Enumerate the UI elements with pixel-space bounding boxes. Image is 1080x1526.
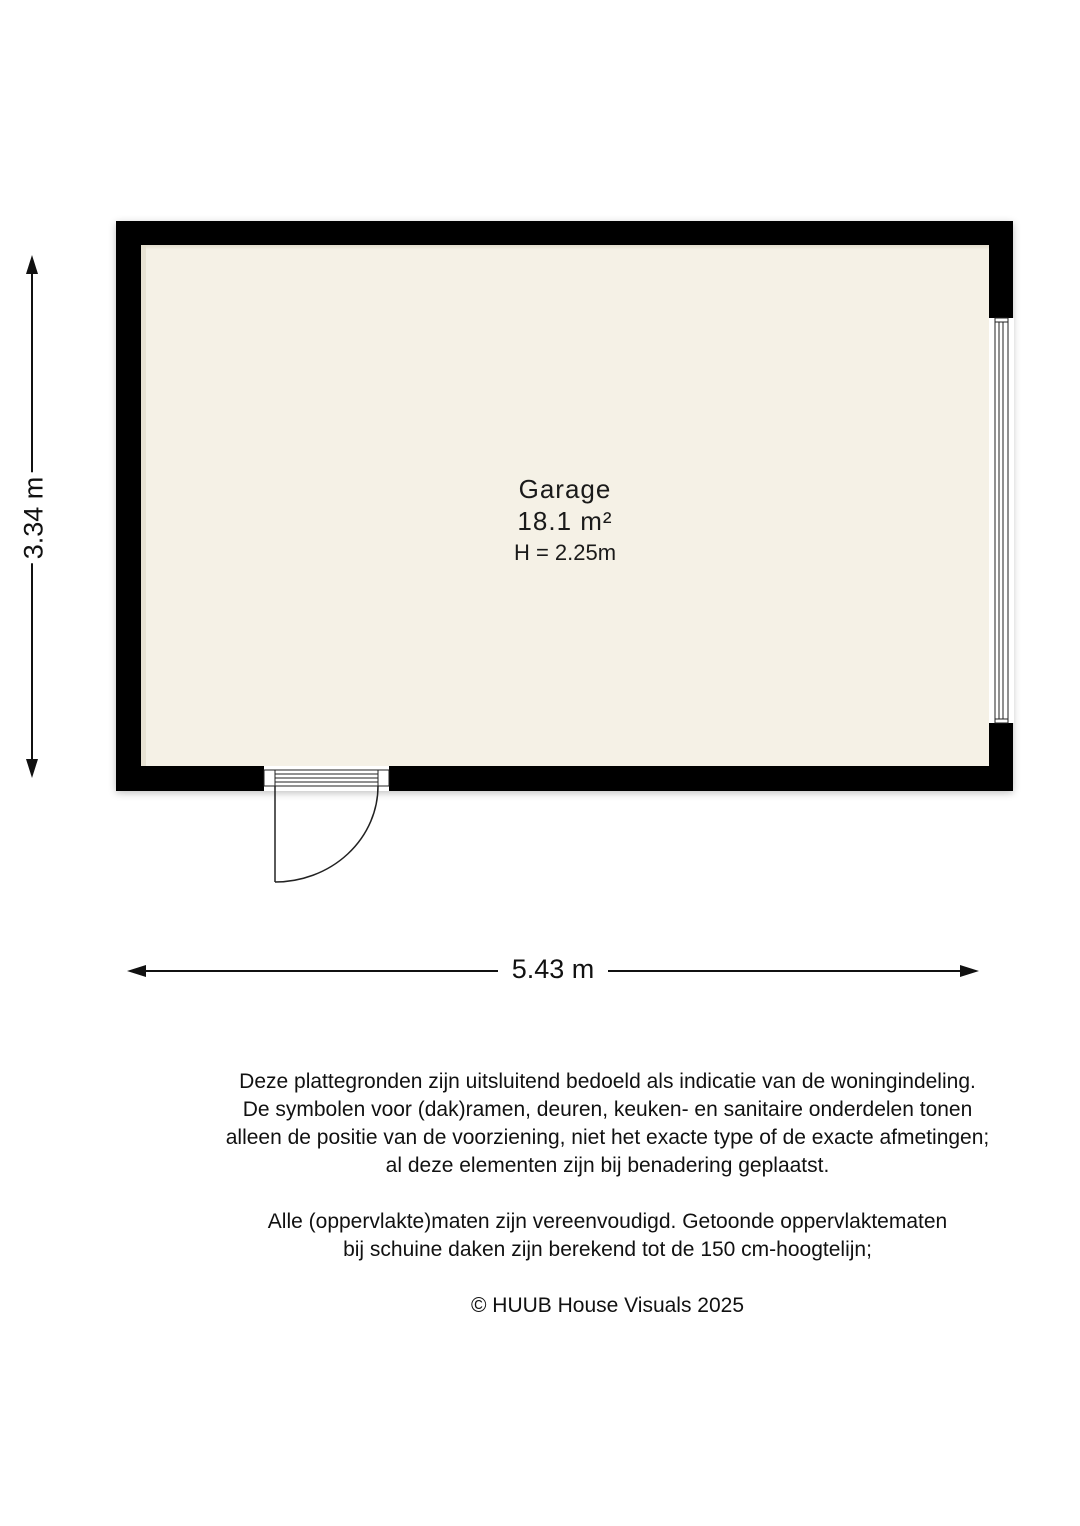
arrow-left-icon xyxy=(127,965,146,977)
window-icon xyxy=(989,318,1014,723)
disclaimer-line: Alle (oppervlakte)maten zijn vereenvoudigd. Getoonde oppervlaktematen xyxy=(267,1210,948,1233)
depth-dimension-label: 3.34 m xyxy=(19,473,50,564)
disclaimer-line: bij schuine daken zijn berekend tot de 150 cm-hoogtelijn; xyxy=(343,1238,872,1261)
disclaimer-line: alleen de positie van de voorziening, niet het exacte type of de exacte afmetingen; xyxy=(225,1126,990,1149)
arrow-down-icon xyxy=(26,759,38,778)
room-name: Garage xyxy=(518,474,612,504)
room-height: H = 2.25m xyxy=(513,540,617,565)
disclaimer-line: Deze plattegronden zijn uitsluitend bedoeld als indicatie van de woningindeling. xyxy=(239,1070,976,1093)
arrow-right-icon xyxy=(960,965,979,977)
room-area: 18.1 m² xyxy=(517,506,613,536)
disclaimer-line: De symbolen voor (dak)ramen, deuren, keuken- en sanitaire onderdelen tonen xyxy=(242,1098,973,1121)
width-dimension-label: 5.43 m xyxy=(498,954,608,985)
copyright: © HUUB House Visuals 2025 xyxy=(470,1294,745,1317)
arrow-up-icon xyxy=(26,255,38,274)
disclaimer-line: al deze elementen zijn bij benadering geplaatst. xyxy=(385,1154,830,1177)
door-swing-icon xyxy=(264,766,389,882)
disclaimer xyxy=(100,1068,1080,1320)
